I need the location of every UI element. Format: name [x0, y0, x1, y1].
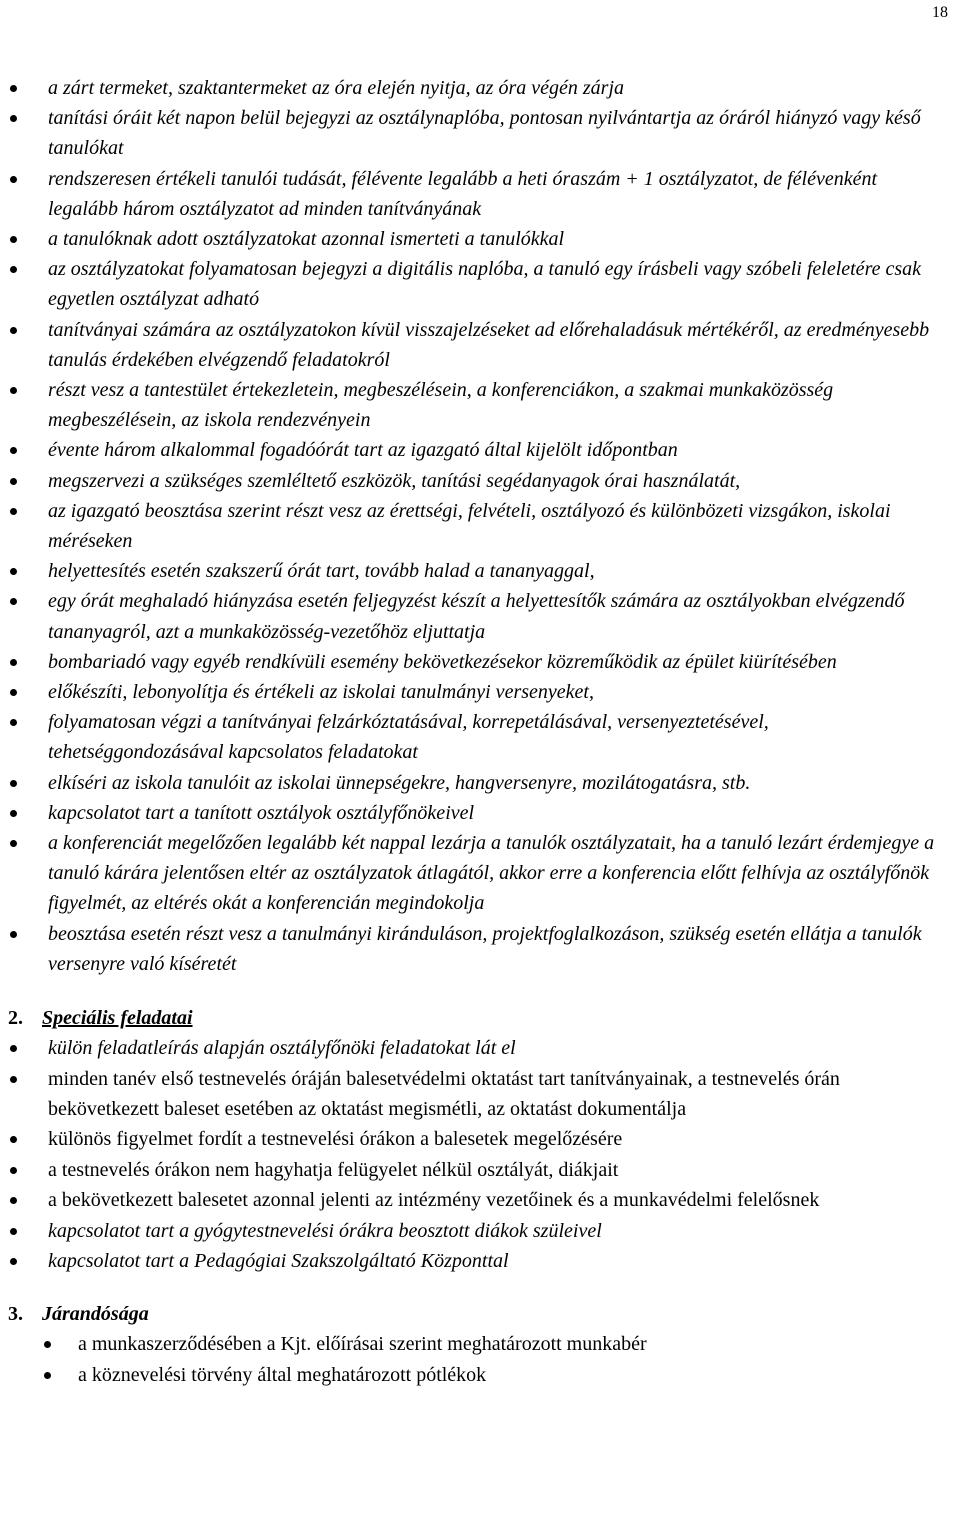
list-item	[0, 798, 960, 828]
bullet-icon	[10, 1076, 17, 1083]
list-item	[0, 315, 960, 375]
section-heading-special-duties	[0, 1003, 960, 1033]
bullet-icon	[10, 447, 17, 454]
list-item	[0, 1033, 960, 1063]
section3-list	[0, 1329, 960, 1389]
section-title: Speciális feladatai	[42, 1007, 193, 1030]
section-heading-remuneration	[0, 1299, 960, 1329]
bullet-icon	[44, 1341, 51, 1348]
list-item-text: beosztása esetén részt vesz a tanulmányi kiránduláson, projektfoglalkozáson, szükség esetén ellátja a tanulók versenyre való kíséretét	[48, 922, 922, 975]
list-item-text: a tanulóknak adott osztályzatokat azonnal ismerteti a tanulókkal	[48, 228, 565, 251]
bullet-icon	[10, 689, 17, 696]
list-item-text: elkíséri az iskola tanulóit az iskolai ünnepségekre, hangversenyre, mozilátogatásra, stb.	[48, 771, 751, 794]
list-item-text: kapcsolatot tart a Pedagógiai Szakszolgáltató Központtal	[48, 1249, 509, 1272]
list-item-text: bombariadó vagy egyéb rendkívüli esemény bekövetkezésekor közreműködik az épület kiürítésében	[48, 650, 837, 673]
list-item	[0, 677, 960, 707]
list-item	[0, 1185, 960, 1215]
list-item-text: tanítványai számára az osztályzatokon kívül visszajelzéseket ad előrehaladásuk mértékéről, az eredményesebb tanulás érdekében elvégzendő feladatokról	[48, 318, 930, 371]
list-item	[0, 647, 960, 677]
list-item-text: folyamatosan végzi a tanítványai felzárkóztatásával, korrepetálásával, versenyeztetésével, tehetséggondozásával kapcsolatos feladatokat	[48, 711, 769, 764]
bullet-icon	[10, 810, 17, 817]
list-item-text: külön feladatleírás alapján osztályfőnöki feladatokat lát el	[48, 1037, 516, 1060]
bullet-icon	[10, 780, 17, 787]
bullet-icon	[10, 1258, 17, 1265]
list-item-text: évente három alkalommal fogadóórát tart az igazgató által kijelölt időpontban	[48, 439, 678, 462]
bullet-icon	[10, 598, 17, 605]
list-item-text: az osztályzatokat folyamatosan bejegyzi a digitális naplóba, a tanuló egy írásbeli vagy szóbeli feleletére csak egyetlen osztályzat adható	[48, 258, 922, 311]
list-item	[0, 466, 960, 496]
section2-list	[0, 1033, 960, 1276]
bullet-icon	[10, 1167, 17, 1174]
list-item	[0, 919, 960, 979]
list-item	[0, 73, 960, 103]
list-item	[0, 586, 960, 646]
list-item-text: megszervezi a szükséges szemléltető eszközök, tanítási segédanyagok órai használatát,	[48, 469, 741, 492]
page-number: 18	[932, 4, 948, 21]
list-item-text: helyettesítés esetén szakszerű órát tart, tovább halad a tananyaggal,	[48, 560, 595, 583]
list-item-text: a köznevelési törvény által meghatározott pótlékok	[78, 1363, 487, 1386]
list-item	[0, 224, 960, 254]
list-item	[0, 103, 960, 163]
list-item-text: a testnevelés órákon nem hagyhatja felügyelet nélkül osztályát, diákjait	[48, 1158, 619, 1181]
section1-list	[0, 73, 960, 979]
list-item-text: különös figyelmet fordít a testnevelési órákon a balesetek megelőzésére	[48, 1128, 623, 1151]
bullet-icon	[10, 1136, 17, 1143]
bullet-icon	[10, 1045, 17, 1052]
list-item	[0, 1064, 960, 1125]
bullet-icon	[10, 568, 17, 575]
bullet-icon	[10, 931, 17, 938]
bullet-icon	[10, 659, 17, 666]
list-item	[0, 828, 960, 919]
list-item	[0, 556, 960, 586]
list-item-text: előkészíti, lebonyolítja és értékeli az iskolai tanulmányi versenyeket,	[48, 681, 594, 704]
bullet-icon	[10, 387, 17, 394]
list-item-text: a munkaszerződésében a Kjt. előírásai szerint meghatározott munkabér	[78, 1333, 647, 1356]
list-item	[0, 164, 960, 224]
list-item-text: az igazgató beosztása szerint részt vesz az érettségi, felvételi, osztályozó és különbözeti vizsgákon, iskolai méréseken	[48, 499, 891, 553]
list-item	[0, 375, 960, 435]
document-body	[0, 73, 960, 1390]
list-item-text: minden tanév első testnevelés óráján balesetvédelmi oktatást tart tanítványainak, a testnevelés órán bekövetkezett baleset esetében az oktatást megismétli, az oktatást dokumentálja	[48, 1067, 840, 1120]
list-item-text: a zárt termeket, szaktantermeket az óra elején nyitja, az óra végén zárja	[48, 77, 624, 99]
bullet-icon	[10, 327, 17, 334]
list-item	[0, 707, 960, 767]
list-item-text: a bekövetkezett balesetet azonnal jelenti az intézmény vezetőinek és a munkavédelmi felelősnek	[48, 1189, 820, 1212]
bullet-icon	[10, 1228, 17, 1235]
list-item-text: egy órát meghaladó hiányzása esetén feljegyzést készít a helyettesítők számára az osztályokban elvégzendő tananyagról, azt a munkaközösség-vezetőhöz eljuttatja	[48, 590, 905, 643]
list-item	[0, 1155, 960, 1185]
list-item	[0, 254, 960, 314]
list-item-text: tanítási óráit két napon belül bejegyzi az osztálynaplóba, pontosan nyilvántartja az óráról hiányzó vagy késő tanulókat	[48, 107, 921, 160]
list-item-text: rendszeresen értékeli tanulói tudását, félévente legalább a heti óraszám + 1 osztályzatot, de félévenként legalább három osztályzatot ad minden tanítványának	[48, 167, 878, 220]
bullet-icon	[10, 115, 17, 122]
section-number: 3.	[8, 1303, 23, 1326]
list-item	[0, 1360, 960, 1390]
bullet-icon	[10, 176, 17, 183]
bullet-icon	[44, 1372, 51, 1379]
bullet-icon	[10, 266, 17, 273]
bullet-icon	[10, 85, 17, 92]
list-item-text: kapcsolatot tart a gyógytestnevelési órákra beosztott diákok szüleivel	[48, 1219, 602, 1242]
bullet-icon	[10, 840, 17, 847]
list-item-text: a konferenciát megelőzően legalább két nappal lezárja a tanulók osztályzatait, ha a tanuló lezárt érdemjegye a tanuló kárára jelentősen eltér az osztályzatok átlagától, akkor erre a konferencia előtt felhívja az osztályfőnök figyelmét, az eltérés okát a konferencián megindokolja	[48, 832, 935, 915]
list-item	[0, 1246, 960, 1276]
list-item	[0, 768, 960, 798]
bullet-icon	[10, 719, 17, 726]
list-item	[0, 496, 960, 556]
bullet-icon	[10, 478, 17, 485]
bullet-icon	[10, 508, 17, 515]
bullet-icon	[10, 1197, 17, 1204]
list-item	[0, 435, 960, 465]
section-number: 2.	[8, 1007, 23, 1030]
list-item-text: kapcsolatot tart a tanított osztályok osztályfőnökeivel	[48, 801, 475, 824]
list-item	[0, 1216, 960, 1246]
list-item	[0, 1124, 960, 1154]
section-title: Járandósága	[42, 1303, 149, 1326]
list-item	[0, 1329, 960, 1359]
bullet-icon	[10, 236, 17, 243]
list-item-text: részt vesz a tantestület értekezletein, megbeszélésein, a konferenciákon, a szakmai munkaközösség megbeszélésein, az iskola rendezvényein	[48, 379, 834, 432]
